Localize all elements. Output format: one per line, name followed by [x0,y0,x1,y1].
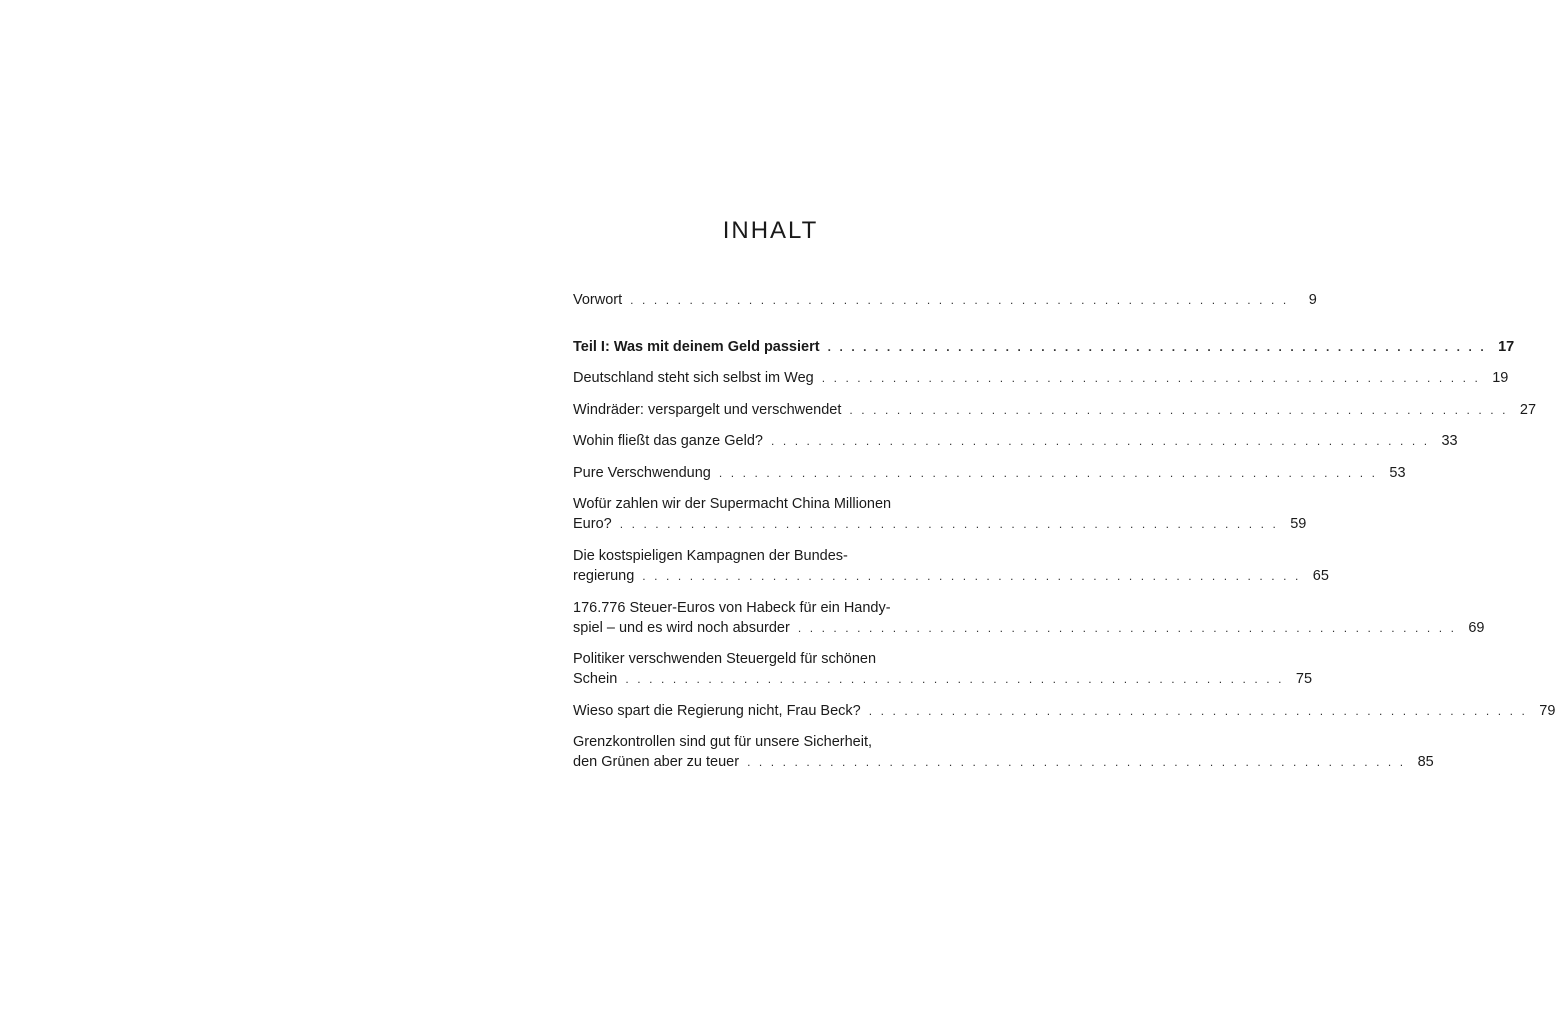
toc-entry-title: Grenzkontrollen sind gut für unsere Sicherheit, [573,734,873,750]
page-title: INHALT [722,217,819,244]
dot-leader: . . . . . . . . . . . . . . . . . . . . . . . . . . . . . . . . . . . . . . . . . . . . . . . . . . . . . . . . [868,704,1528,718]
toc-page-number: 79 [1539,703,1555,719]
toc-entry-title: spiel – und es wird noch absurder [573,620,790,636]
toc-entry [573,494,1307,534]
toc-page-number: 33 [1441,433,1458,449]
toc-entry [573,290,1317,310]
dot-leader: . . . . . . . . . . . . . . . . . . . . . . . . . . . . . . . . . . . . . . . . . . . . . . . . . . . . . . . . [827,340,1487,354]
toc-entry-title: Deutschland steht sich selbst im Weg [573,370,814,386]
toc-page-number: 19 [1492,370,1509,386]
toc-entry [573,649,1313,689]
toc-entry [573,368,1509,388]
toc-page-number: 85 [1417,754,1434,770]
dot-leader: . . . . . . . . . . . . . . . . . . . . . . . . . . . . . . . . . . . . . . . . . . . . . . . . . . . . . . . . [797,621,1457,635]
dot-leader: . . . . . . . . . . . . . . . . . . . . . . . . . . . . . . . . . . . . . . . . . . . . . . . . . . . . . . . . [619,517,1279,531]
toc-entry-title: Wieso spart die Regierung nicht, Frau Beck? [573,703,861,719]
dot-leader: . . . . . . . . . . . . . . . . . . . . . . . . . . . . . . . . . . . . . . . . . . . . . . . . . . . . . . . . [849,403,1509,417]
dot-leader: . . . . . . . . . . . . . . . . . . . . . . . . . . . . . . . . . . . . . . . . . . . . . . . . . . . . . . . . [821,371,1481,385]
toc-entry-title: Wofür zahlen wir der Supermacht China Millionen [573,496,892,512]
toc-page-number: 59 [1290,516,1307,532]
toc-entry [573,337,1515,357]
toc-entry-title: Politiker verschwenden Steuergeld für schönen [573,651,877,667]
toc-page-number: 53 [1389,465,1406,481]
toc-page-number: 27 [1519,402,1537,418]
dot-leader: . . . . . . . . . . . . . . . . . . . . . . . . . . . . . . . . . . . . . . . . . . . . . . . . . . . . . . . . [642,569,1301,583]
dot-leader: . . . . . . . . . . . . . . . . . . . . . . . . . . . . . . . . . . . . . . . . . . . . . . . . . . . . . . . . [747,755,1406,769]
toc-page-number: 9 [1308,292,1317,308]
toc-entry-title: Teil I: Was mit deinem Geld passiert [573,339,820,355]
toc-entry-title: Pure Verschwendung [573,465,711,481]
toc-entry [573,701,1555,721]
toc-entry-title: 176.776 Steuer-Euros von Habeck für ein Handy- [573,600,891,616]
toc-entry-title: Euro? [573,516,612,532]
toc-entry-title: regierung [573,568,635,584]
toc-entry [573,400,1537,420]
toc-entry [573,598,1485,638]
toc-entry [573,546,1329,586]
dot-leader: . . . . . . . . . . . . . . . . . . . . . . . . . . . . . . . . . . . . . . . . . . . . . . . . . . . . . . . . [630,293,1289,307]
toc-entry-title: Schein [573,671,618,687]
toc-entry-title: den Grünen aber zu teuer [573,754,740,770]
toc-entry [573,431,1458,451]
toc-entry-title: Die kostspieligen Kampagnen der Bundes- [573,548,848,564]
toc-page-number: 65 [1312,568,1329,584]
dot-leader: . . . . . . . . . . . . . . . . . . . . . . . . . . . . . . . . . . . . . . . . . . . . . . . . . . . . . . . . [718,466,1378,480]
toc-page-number: 75 [1295,671,1313,687]
toc-entry-title: Wohin fließt das ganze Geld? [573,433,763,449]
toc-page-number: 69 [1468,620,1485,636]
toc-entry [573,463,1406,483]
toc-page-number: 17 [1498,339,1515,355]
toc-entry [573,732,1434,772]
dot-leader: . . . . . . . . . . . . . . . . . . . . . . . . . . . . . . . . . . . . . . . . . . . . . . . . . . . . . . . . [625,672,1285,686]
toc-entry-title: Vorwort [573,292,623,308]
toc-entry-title: Windräder: verspargelt und verschwendet [573,402,842,418]
dot-leader: . . . . . . . . . . . . . . . . . . . . . . . . . . . . . . . . . . . . . . . . . . . . . . . . . . . . . . . . [770,434,1430,448]
